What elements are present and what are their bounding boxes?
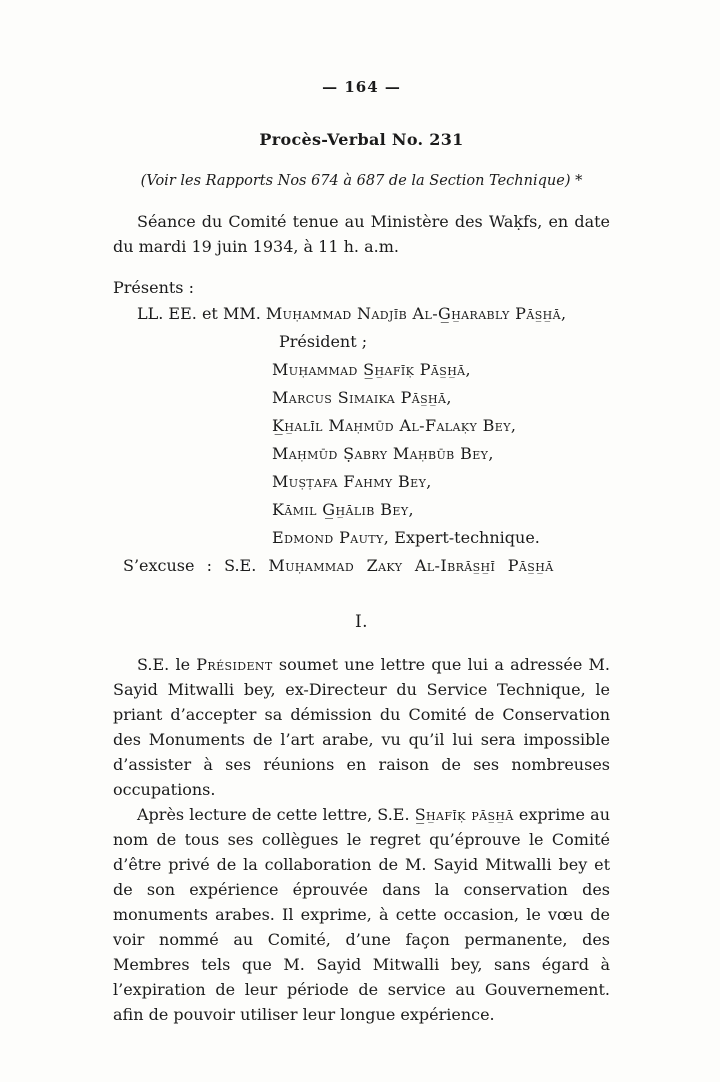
attendee-name: Muḥammad S̲h̲afīḳ Pās̲h̲ā, xyxy=(272,360,472,379)
excuse-label: S’excuse : xyxy=(123,556,212,575)
attendee-name: Maḥmūd Ṣabry Maḥbūb Bey, xyxy=(272,444,494,463)
presents-label: Présents : xyxy=(113,278,194,297)
shafik-reference: S̲h̲afīḳ pās̲h̲ā xyxy=(414,805,514,824)
paragraph-2-lead: Après lecture de cette lettre, S.E. xyxy=(137,805,410,824)
paragraph-2 xyxy=(113,802,610,1027)
president-reference: Président xyxy=(196,655,273,674)
paragraph-2-body: exprime au nom de tous ses collègues le regret qu’éprouve le Comité d’être privé de la collaboration de M. Sayid Mitwalli bey et de son expérience éprouvée dans la conservation des monuments arabes. Il exprime, à cette occasion, le vœu de voir nommé au Comité, d’une façon permanente, des Membres tels que M. Sayid Mitwalli bey, sans égard à l’expiration de leur période de service au Gouvernement. afin de pouvoir utiliser leur longue expérience. xyxy=(113,805,610,1024)
document-title: Procès-Verbal No. 231 xyxy=(259,130,464,149)
president-title: Président ; xyxy=(279,332,368,351)
paragraph-1 xyxy=(113,652,610,802)
page-number: — 164 — xyxy=(322,78,401,96)
attendee-name: Marcus Simaika Pās̲h̲ā, xyxy=(272,388,452,407)
paragraph-1-body: soumet une lettre que lui a adressée M. Sayid Mitwalli bey, ex-Directeur du Service Technique, le priant d’accepter sa démission du Comité de Conservation des Monuments de l’art arabe, vu qu’il lui sera impossible d’assister à ses réunions en raison de ses nombreuses occupations. xyxy=(113,655,611,799)
expert-role: Expert-technique. xyxy=(394,528,540,547)
paragraph-1-lead: S.E. le xyxy=(137,655,191,674)
president-name: Muḥammad Nadjīb Al-G̲h̲arably Pās̲h̲ā, xyxy=(265,304,567,323)
section-heading: I. xyxy=(354,612,369,632)
session-intro: Séance du Comité tenue au Ministère des Waḳfs, en date du mardi 19 juin 1934, à 11 h. a.m. xyxy=(113,212,610,256)
attendee-name: Kāmil G̲h̲ālib Bey, xyxy=(272,500,414,519)
attendee-prefix: LL. EE. et MM. xyxy=(137,304,261,323)
excuse-line xyxy=(123,552,610,580)
attendee-line-president xyxy=(137,300,610,328)
reference-note: (Voir les Rapports Nos 674 à 687 de la Section Technique) * xyxy=(140,173,583,189)
excuse-name: Muḥammad Zaky Al-Ibrās̲h̲ī Pās̲h̲ā xyxy=(268,556,554,575)
excuse-honorific: S.E. xyxy=(224,556,257,575)
expert-name: Edmond Pauty, xyxy=(272,528,390,547)
attendee-name: Muṣṭafa Fahmy Bey, xyxy=(272,472,432,491)
attendees-list xyxy=(113,300,610,580)
attendee-name: K̲h̲alīl Maḥmūd Al-Falaḳy Bey, xyxy=(272,416,517,435)
attendee-line-expert xyxy=(272,524,610,552)
